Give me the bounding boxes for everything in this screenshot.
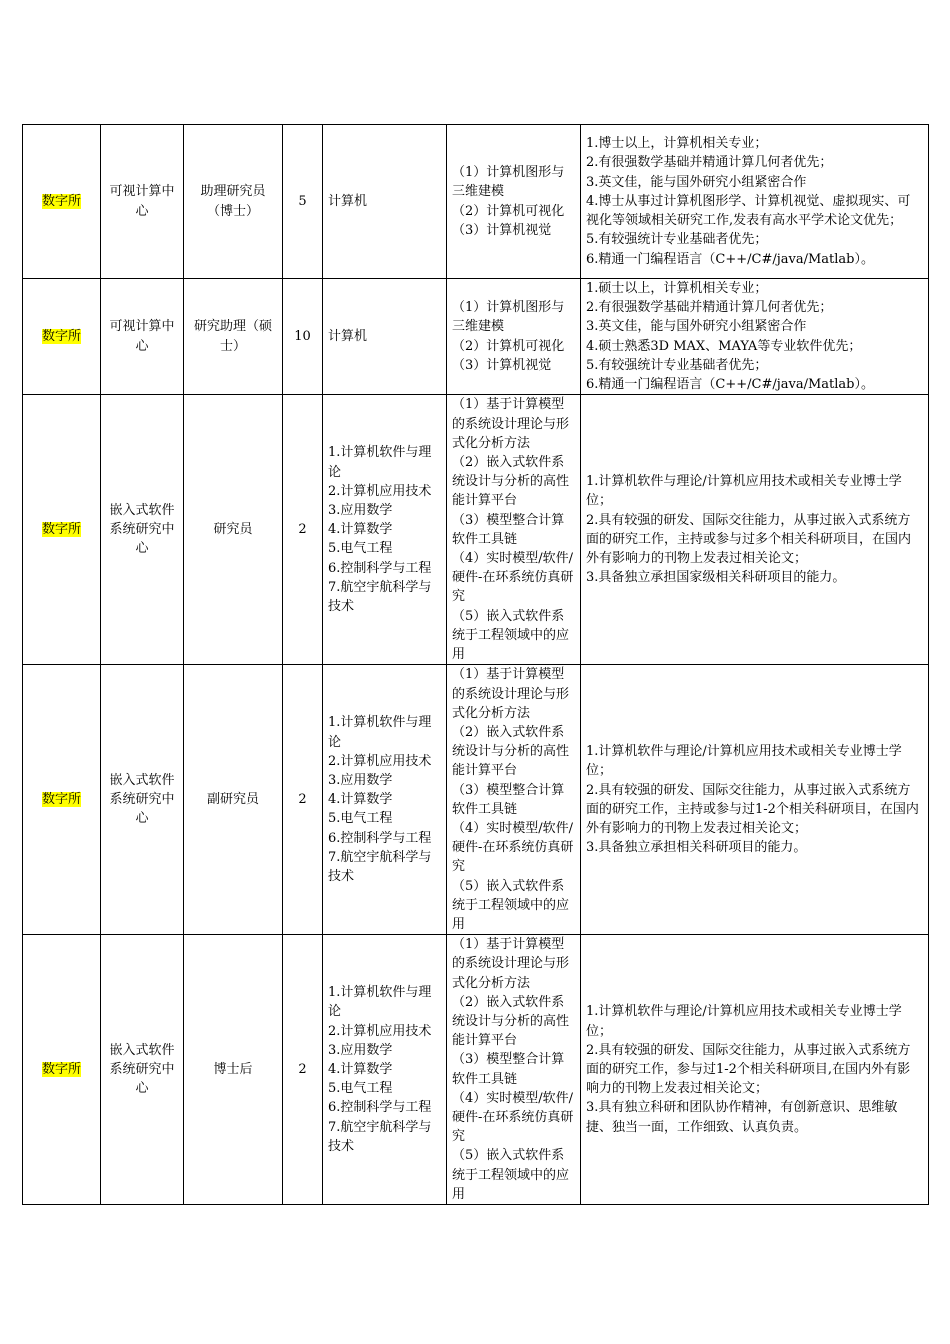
headcount: 2 (298, 522, 307, 538)
direction-item: （2）计算机可视化 (452, 203, 565, 219)
major-item: 4.计算数学 (328, 522, 393, 538)
major-item: 7.航空宇航科学与技术 (328, 849, 432, 884)
direction-item: （3）模型整合计算软件工具链 (452, 782, 565, 817)
position-cell (184, 935, 283, 1205)
directions-cell (447, 935, 581, 1205)
major-item: 计算机 (328, 329, 368, 344)
requirement-item: 2.有很强数学基础并精通计算几何者优先； (586, 155, 833, 171)
count-cell (283, 279, 323, 395)
major-item: 2.计算机应用技术 (328, 1023, 432, 1039)
direction-item: （2）嵌入式软件系统设计与分析的高性能计算平台 (452, 454, 570, 509)
institute-cell (23, 665, 101, 935)
table-row (23, 395, 929, 665)
count-cell (283, 125, 323, 279)
major-item: 3.应用数学 (328, 772, 393, 788)
requirement-item: 4.硕士熟悉3D MAX、MAYA等专业软件优先； (586, 338, 862, 354)
direction-item: （1）计算机图形与三维建模 (452, 300, 565, 335)
position-title: 研究助理（硕士） (193, 319, 272, 354)
center-cell (101, 125, 184, 279)
position-cell (184, 125, 283, 279)
major-item: 3.应用数学 (328, 502, 393, 518)
requirement-item: 1.硕士以上，计算机相关专业； (586, 281, 768, 296)
majors-cell (323, 665, 447, 935)
direction-item: （1）基于计算模型的系统设计理论与形式化分析方法 (452, 937, 570, 991)
direction-item: （2）嵌入式软件系统设计与分析的高性能计算平台 (452, 994, 570, 1049)
table-row (23, 279, 929, 395)
direction-item: （4）实时模型/软件/硬件-在环系统仿真研究 (452, 820, 574, 875)
requirement-item: 1.计算机软件与理论/计算机应用技术或相关专业博士学位； (586, 744, 902, 779)
major-item: 7.航空宇航科学与技术 (328, 579, 432, 614)
recruitment-table (22, 124, 929, 1205)
requirements-cell (581, 279, 929, 395)
requirement-item: 1.计算机软件与理论/计算机应用技术或相关专业博士学位； (586, 1004, 902, 1039)
requirement-item: 3.英文佳，能与国外研究小组紧密合作 (586, 319, 807, 335)
direction-item: （4）实时模型/软件/硬件-在环系统仿真研究 (452, 1090, 574, 1145)
requirement-item: 2.有很强数学基础并精通计算几何者优先； (586, 300, 833, 316)
center-cell (101, 279, 184, 395)
major-item: 2.计算机应用技术 (328, 483, 432, 499)
center-name: 嵌入式软件系统研究中心 (109, 1042, 175, 1097)
majors-cell (323, 279, 447, 395)
count-cell (283, 395, 323, 665)
position-title: 助理研究员（博士） (200, 184, 266, 219)
major-item: 6.控制科学与工程 (328, 1100, 432, 1116)
major-item: 5.电气工程 (328, 541, 393, 557)
position-title: 博士后 (213, 1062, 253, 1078)
institute-label: 数字所 (41, 522, 81, 538)
direction-item: （5）嵌入式软件系统于工程领域中的应用 (452, 878, 570, 932)
requirement-item: 6.精通一门编程语言（C++/C#/java/Matlab）。 (586, 251, 875, 267)
major-item: 5.电气工程 (328, 1081, 393, 1097)
directions-cell (447, 395, 581, 665)
majors-cell (323, 935, 447, 1205)
position-cell (184, 665, 283, 935)
institute-label: 数字所 (41, 1062, 81, 1078)
institute-label: 数字所 (41, 329, 81, 344)
position-title: 研究员 (213, 522, 253, 538)
requirement-item: 1.计算机软件与理论/计算机应用技术或相关专业博士学位； (586, 474, 902, 509)
requirement-item: 3.具有独立科研和团队协作精神，有创新意识、思维敏捷、独当一面，工作细致、认真负责。 (586, 1100, 898, 1135)
institute-cell (23, 125, 101, 279)
institute-cell (23, 935, 101, 1205)
requirement-item: 4.博士从事过计算机图形学、计算机视觉、虚拟现实、可视化等领域相关研究工作,发表有高水平学术论文优先； (586, 193, 911, 229)
count-cell (283, 935, 323, 1205)
requirement-item: 2.具有较强的研发、国际交往能力，从事过嵌入式系统方面的研究工作，主持或参与过1-2个相关科研项目，在国内外有影响力的刊物上发表过相关论文； (586, 782, 919, 836)
headcount: 2 (298, 792, 307, 808)
requirements-cell (581, 665, 929, 935)
table-row (23, 935, 929, 1205)
table-body (23, 125, 929, 1205)
requirement-item: 5.有较强统计专业基础者优先； (586, 357, 768, 373)
center-name: 可视计算中心 (109, 184, 175, 219)
table-row (23, 665, 929, 935)
direction-item: （1）计算机图形与三维建模 (452, 165, 565, 200)
requirement-item: 5.有较强统计专业基础者优先； (586, 232, 768, 248)
position-cell (184, 395, 283, 665)
requirements-cell (581, 935, 929, 1205)
center-name: 可视计算中心 (109, 319, 175, 354)
direction-item: （5）嵌入式软件系统于工程领域中的应用 (452, 608, 570, 662)
direction-item: （2）计算机可视化 (452, 338, 565, 354)
major-item: 7.航空宇航科学与技术 (328, 1119, 432, 1154)
position-title: 副研究员 (206, 792, 259, 808)
directions-cell (447, 125, 581, 279)
institute-cell (23, 395, 101, 665)
major-item: 4.计算数学 (328, 792, 393, 808)
direction-item: （3）模型整合计算软件工具链 (452, 1052, 565, 1087)
center-cell (101, 395, 184, 665)
major-item: 1.计算机软件与理论 (328, 985, 432, 1020)
institute-cell (23, 279, 101, 395)
institute-label: 数字所 (41, 792, 81, 808)
directions-cell (447, 665, 581, 935)
requirement-item: 3.具备独立承担相关科研项目的能力。 (586, 840, 807, 856)
majors-cell (323, 125, 447, 279)
requirement-item: 3.具备独立承担国家级相关科研项目的能力。 (586, 570, 846, 586)
requirement-item: 3.英文佳，能与国外研究小组紧密合作 (586, 174, 807, 190)
direction-item: （2）嵌入式软件系统设计与分析的高性能计算平台 (452, 724, 570, 779)
requirement-item: 2.具有较强的研发、国际交往能力，从事过嵌入式系统方面的研究工作，主持或参与过多个相关科研项目，在国内外有影响力的刊物上发表过相关论文； (586, 512, 912, 566)
direction-item: （5）嵌入式软件系统于工程领域中的应用 (452, 1148, 570, 1202)
direction-item: （3）计算机视觉 (452, 357, 552, 373)
direction-item: （4）实时模型/软件/硬件-在环系统仿真研究 (452, 550, 574, 605)
major-item: 3.应用数学 (328, 1042, 393, 1058)
direction-item: （3）计算机视觉 (452, 222, 552, 238)
major-item: 2.计算机应用技术 (328, 753, 432, 769)
major-item: 4.计算数学 (328, 1062, 393, 1078)
requirement-item: 6.精通一门编程语言（C++/C#/java/Matlab）。 (586, 377, 875, 393)
major-item: 5.电气工程 (328, 811, 393, 827)
requirement-item: 2.具有较强的研发、国际交往能力，从事过嵌入式系统方面的研究工作，参与过1-2个相关科研项目,在国内外有影响力的刊物上发表过相关论文； (586, 1042, 911, 1097)
directions-cell (447, 279, 581, 395)
requirements-cell (581, 395, 929, 665)
position-cell (184, 279, 283, 395)
major-item: 计算机 (328, 193, 368, 209)
center-name: 嵌入式软件系统研究中心 (109, 502, 175, 557)
headcount: 5 (298, 193, 307, 209)
majors-cell (323, 395, 447, 665)
headcount: 10 (294, 329, 311, 344)
center-name: 嵌入式软件系统研究中心 (109, 772, 175, 827)
major-item: 1.计算机软件与理论 (328, 715, 432, 750)
direction-item: （1）基于计算模型的系统设计理论与形式化分析方法 (452, 667, 570, 721)
major-item: 6.控制科学与工程 (328, 830, 432, 846)
major-item: 1.计算机软件与理论 (328, 445, 432, 480)
direction-item: （3）模型整合计算软件工具链 (452, 512, 565, 547)
table-row (23, 125, 929, 279)
direction-item: （1）基于计算模型的系统设计理论与形式化分析方法 (452, 397, 570, 451)
requirement-item: 1.博士以上，计算机相关专业； (586, 136, 768, 152)
center-cell (101, 665, 184, 935)
institute-label: 数字所 (41, 193, 81, 209)
requirements-cell (581, 125, 929, 279)
center-cell (101, 935, 184, 1205)
count-cell (283, 665, 323, 935)
major-item: 6.控制科学与工程 (328, 560, 432, 576)
headcount: 2 (298, 1062, 307, 1078)
